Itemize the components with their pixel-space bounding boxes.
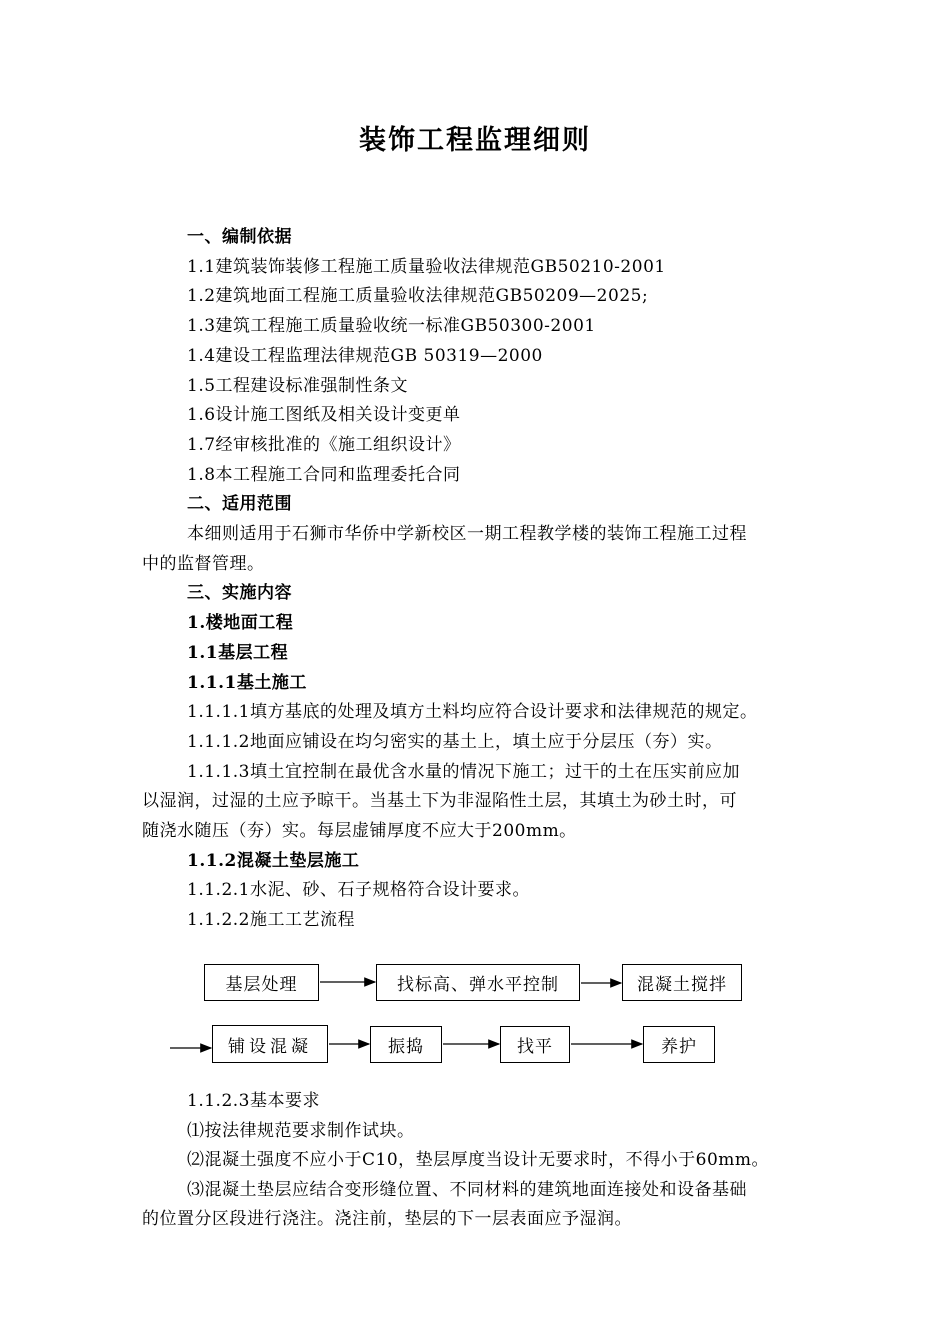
text-line: 二、适用范围 [187, 494, 292, 515]
text-line: 一、编制依据 [187, 227, 292, 247]
text-line: 1.1.1.2地面应铺设在均匀密实的基土上，填土应于分层压（夯）实。 [187, 731, 723, 752]
text-line: 1.7经审核批准的《施工组织设计》 [187, 434, 461, 455]
flow-step-leveling-marks: 找标高、弹水平控制 [376, 964, 580, 1001]
flow-step-level: 找平 [500, 1026, 570, 1063]
flow-step-vibrate: 振捣 [370, 1026, 442, 1063]
flow-step-curing: 养护 [643, 1026, 715, 1063]
flow-step-lay-concrete: 铺设混凝 [212, 1025, 328, 1063]
page-title: 装饰工程监理细则 [359, 125, 591, 156]
text-line: 1.1.2.2施工工艺流程 [187, 910, 355, 931]
text-line: 以湿润，过湿的土应予晾干。当基土下为非湿陷性土层，其填土为砂土时，可 [142, 791, 737, 812]
flow-step-concrete-mixing: 混凝土搅拌 [622, 964, 742, 1001]
text-line: 1.3建筑工程施工质量验收统一标准GB50300-2001 [187, 316, 596, 337]
text-line: 1.1.2混凝土垫层施工 [187, 850, 360, 871]
text-line: 中的监督管理。 [142, 553, 265, 574]
text-line: ⑵混凝土强度不应小于C10，垫层厚度当设计无要求时，不得小于60mm。 [187, 1150, 770, 1171]
text-line: 1.1.1.1填方基底的处理及填方土料均应符合设计要求和法律规范的规定。 [187, 702, 758, 723]
text-line: 1.8本工程施工合同和监理委托合同 [187, 464, 461, 485]
text-line: 三、实施内容 [187, 583, 292, 604]
text-line: 1.1基层工程 [187, 642, 289, 663]
text-line: 1.1.1.3填土宜控制在最优含水量的情况下施工；过干的土在压实前应加 [187, 761, 740, 782]
text-line: ⑴按法律规范要求制作试块。 [187, 1120, 415, 1141]
text-line: ⑶混凝土垫层应结合变形缝位置、不同材料的建筑地面连接处和设备基础 [187, 1179, 747, 1200]
text-line: 1.1.2.3基本要求 [187, 1091, 320, 1111]
text-line: 1.1建筑装饰装修工程施工质量验收法律规范GB50210-2001 [187, 256, 666, 277]
flow-step-base-treatment: 基层处理 [204, 964, 319, 1001]
text-line: 1.2建筑地面工程施工质量验收法律规范GB50209—2025; [187, 286, 649, 307]
text-line: 1.5工程建设标准强制性条文 [187, 375, 409, 396]
text-line: 随浇水随压（夯）实。每层虚铺厚度不应大于200mm。 [142, 821, 577, 841]
text-line: 1.1.2.1水泥、砂、石子规格符合设计要求。 [187, 880, 530, 901]
text-line: 1.4建设工程监理法律规范GB 50319—2000 [187, 345, 543, 366]
text-line: 的位置分区段进行浇注。浇注前，垫层的下一层表面应予湿润。 [142, 1209, 632, 1230]
text-line: 1.6设计施工图纸及相关设计变更单 [187, 405, 461, 426]
text-line: 1.1.1基土施工 [187, 672, 307, 693]
text-line: 1.楼地面工程 [187, 613, 294, 634]
text-line: 本细则适用于石狮市华侨中学新校区一期工程教学楼的装饰工程施工过程 [187, 524, 747, 544]
